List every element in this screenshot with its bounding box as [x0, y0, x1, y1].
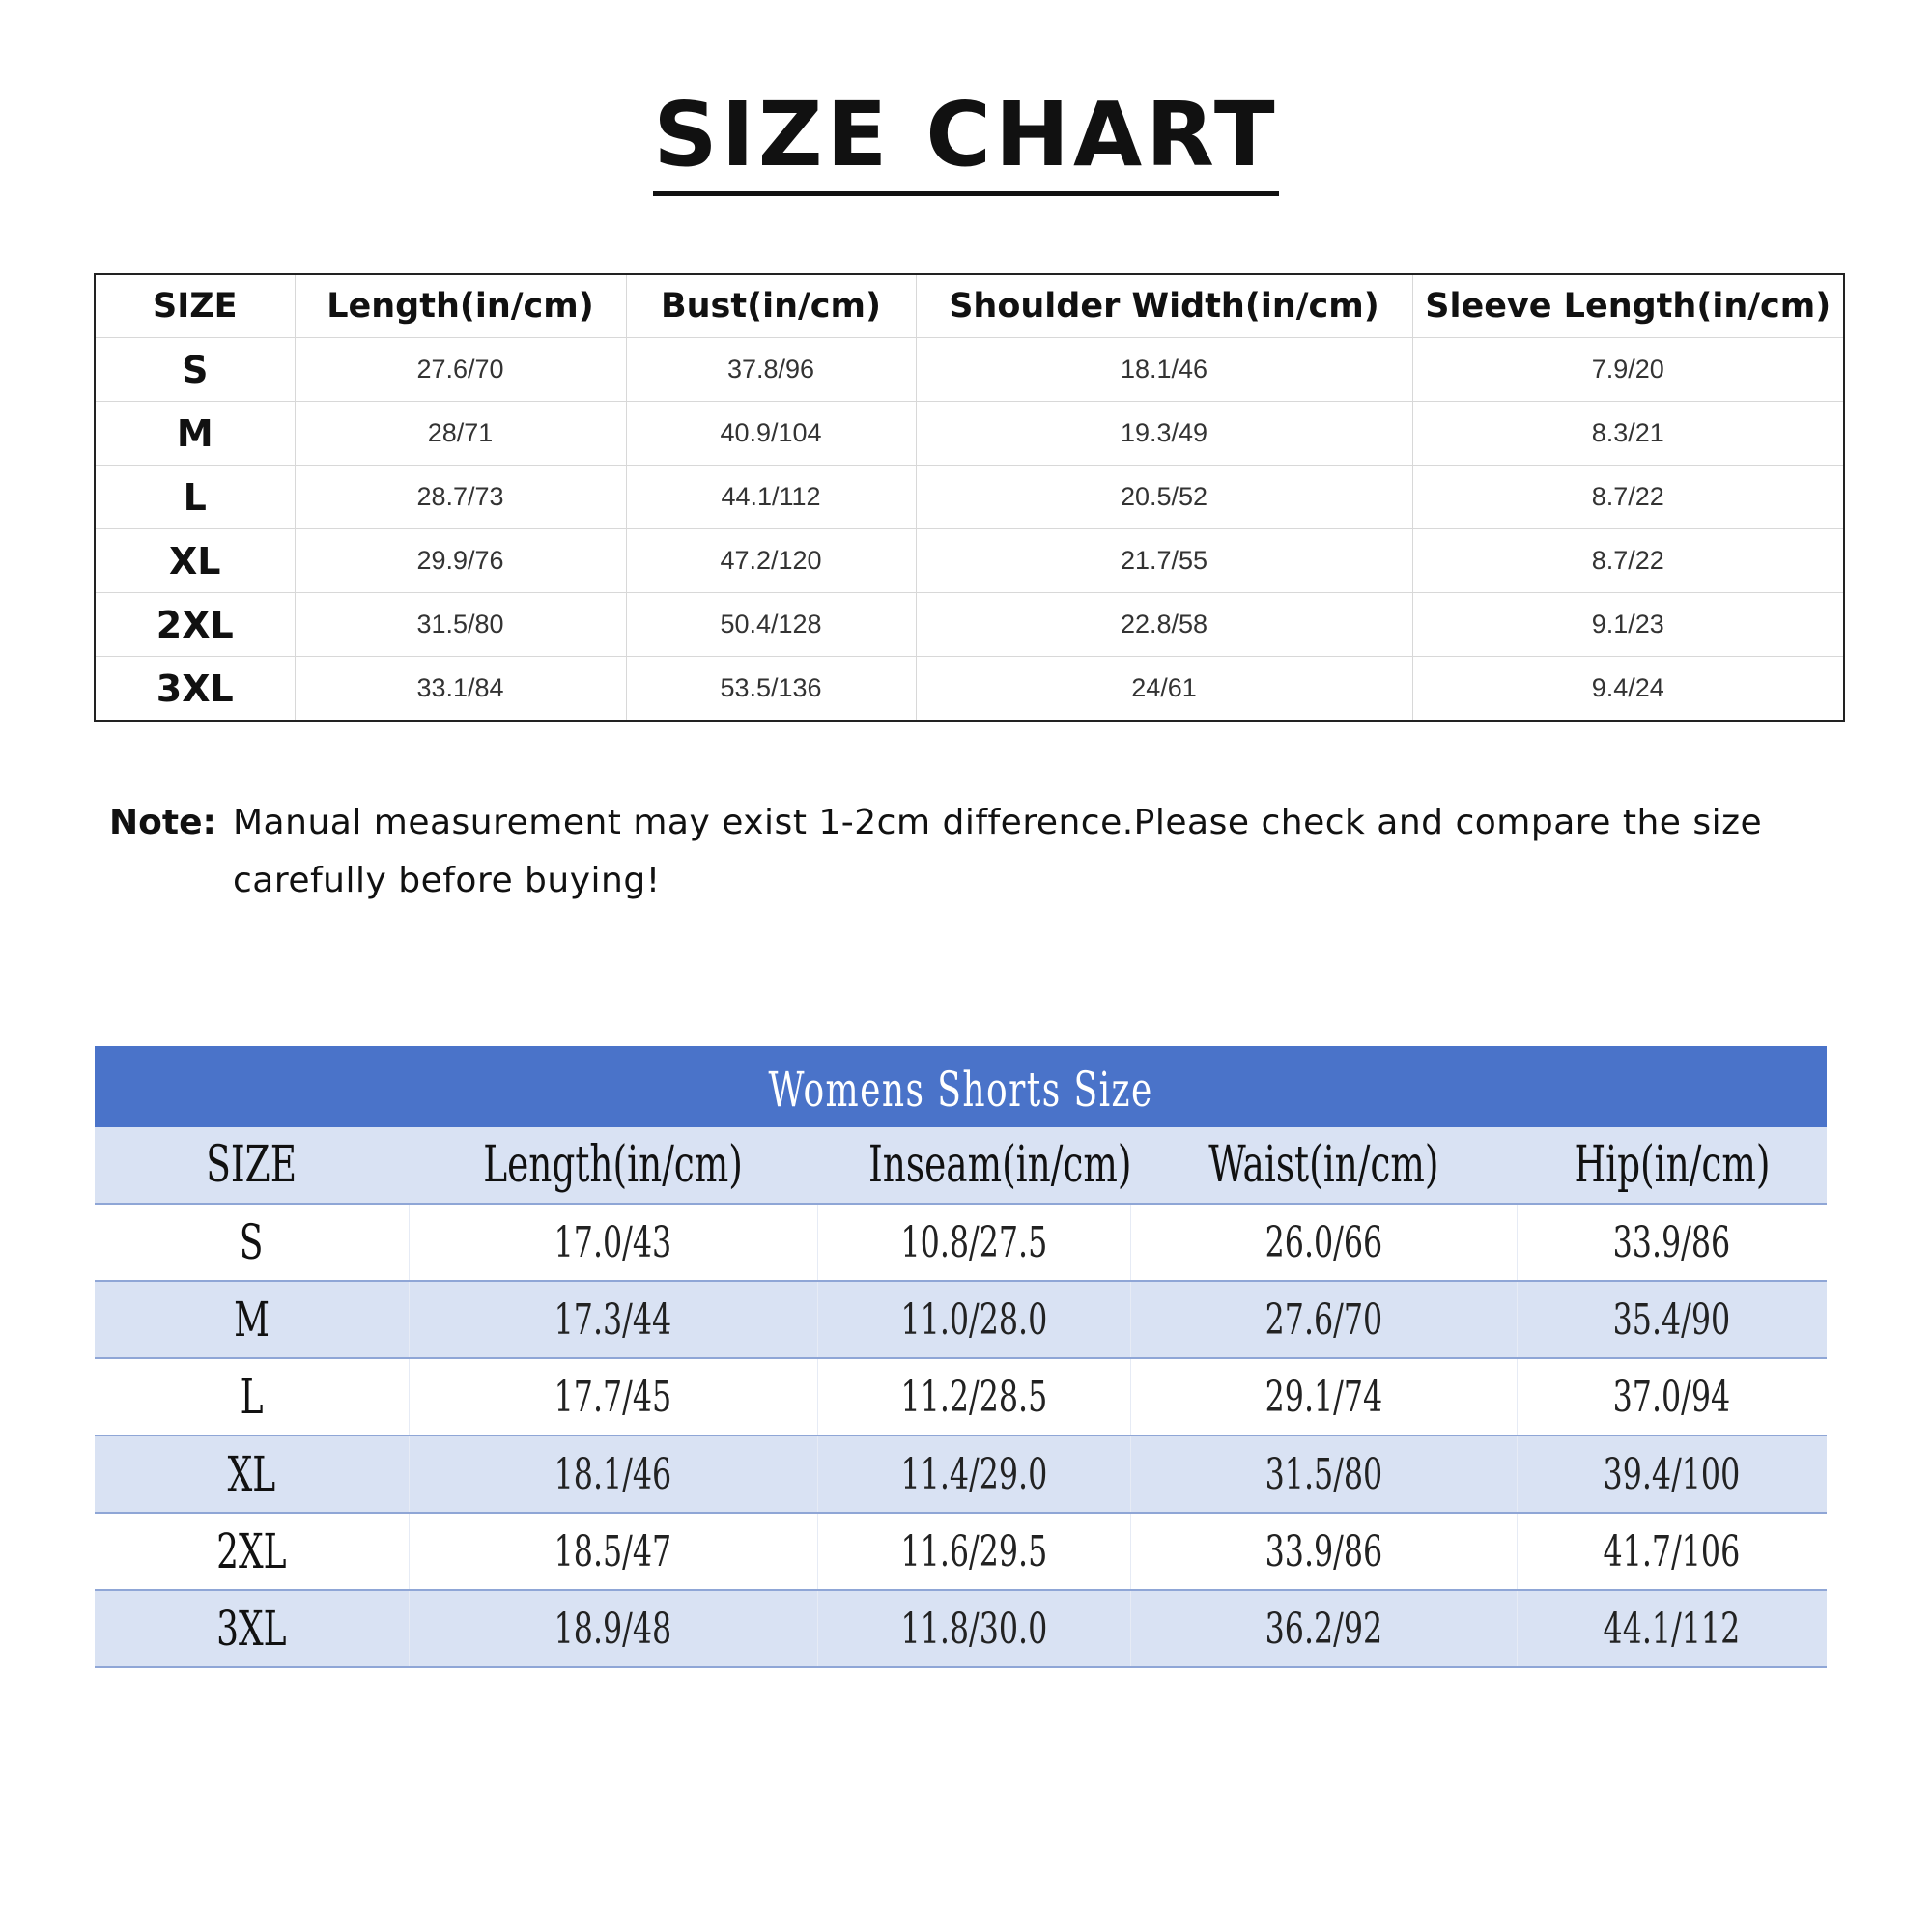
table-row	[95, 1281, 1827, 1358]
waist-cell: 31.5/80	[1130, 1435, 1517, 1513]
size-cell: L	[95, 1358, 409, 1435]
note-text: Manual measurement may exist 1-2cm difference.Please check and compare the size carefully before buying!	[233, 803, 1763, 900]
length-cell: 17.3/44	[409, 1281, 817, 1358]
bust-cell: 50.4/128	[626, 593, 916, 657]
shoulder-cell: 18.1/46	[916, 338, 1412, 402]
size-cell: 3XL	[95, 657, 295, 722]
sleeve-cell: 8.7/22	[1412, 529, 1844, 593]
length-cell: 28/71	[295, 402, 626, 466]
size-cell: S	[95, 1204, 409, 1281]
sleeve-cell: 9.4/24	[1412, 657, 1844, 722]
shorts-header-size: SIZE	[95, 1127, 409, 1204]
waist-cell: 27.6/70	[1130, 1281, 1517, 1358]
shorts-table	[95, 1127, 1827, 1668]
table-row	[95, 593, 1844, 657]
hip-cell: 37.0/94	[1517, 1358, 1827, 1435]
hip-cell: 39.4/100	[1517, 1435, 1827, 1513]
top-header-bust: Bust(in/cm)	[626, 274, 916, 338]
top-header-length: Length(in/cm)	[295, 274, 626, 338]
inseam-cell: 11.0/28.0	[817, 1281, 1130, 1358]
shorts-size-table	[95, 1046, 1827, 1668]
hip-cell: 33.9/86	[1517, 1204, 1827, 1281]
size-cell: 2XL	[95, 1513, 409, 1590]
length-cell: 17.7/45	[409, 1358, 817, 1435]
shorts-header-row	[95, 1127, 1827, 1204]
length-cell: 18.9/48	[409, 1590, 817, 1667]
table-row	[95, 466, 1844, 529]
top-header-size: SIZE	[95, 274, 295, 338]
waist-cell: 33.9/86	[1130, 1513, 1517, 1590]
inseam-cell: 11.6/29.5	[817, 1513, 1130, 1590]
length-cell: 31.5/80	[295, 593, 626, 657]
bust-cell: 44.1/112	[626, 466, 916, 529]
length-cell: 18.5/47	[409, 1513, 817, 1590]
length-cell: 29.9/76	[295, 529, 626, 593]
shoulder-cell: 22.8/58	[916, 593, 1412, 657]
table-row	[95, 1358, 1827, 1435]
table-row	[95, 1590, 1827, 1667]
size-cell: 2XL	[95, 593, 295, 657]
shorts-table-title	[95, 1046, 1827, 1127]
inseam-cell: 11.2/28.5	[817, 1358, 1130, 1435]
waist-cell: 26.0/66	[1130, 1204, 1517, 1281]
top-size-table	[94, 273, 1845, 722]
hip-cell: 41.7/106	[1517, 1513, 1827, 1590]
shoulder-cell: 20.5/52	[916, 466, 1412, 529]
shoulder-cell: 19.3/49	[916, 402, 1412, 466]
inseam-cell: 11.4/29.0	[817, 1435, 1130, 1513]
sleeve-cell: 9.1/23	[1412, 593, 1844, 657]
title-wrap	[0, 83, 1932, 196]
length-cell: 27.6/70	[295, 338, 626, 402]
table-row	[95, 529, 1844, 593]
size-cell: XL	[95, 529, 295, 593]
table-row	[95, 1513, 1827, 1590]
table-row	[95, 1435, 1827, 1513]
size-cell: S	[95, 338, 295, 402]
size-cell: XL	[95, 1435, 409, 1513]
length-cell: 28.7/73	[295, 466, 626, 529]
sleeve-cell: 8.7/22	[1412, 466, 1844, 529]
size-cell: M	[95, 402, 295, 466]
note	[109, 794, 1838, 910]
length-cell: 17.0/43	[409, 1204, 817, 1281]
top-table-header-row	[95, 274, 1844, 338]
bust-cell: 37.8/96	[626, 338, 916, 402]
bust-cell: 53.5/136	[626, 657, 916, 722]
shorts-header-length: Length(in/cm)	[409, 1127, 817, 1204]
size-cell: M	[95, 1281, 409, 1358]
waist-cell: 36.2/92	[1130, 1590, 1517, 1667]
shorts-table-title-text: Womens Shorts Size	[768, 1062, 1153, 1118]
shorts-header-inseam: Inseam(in/cm)	[817, 1127, 1130, 1204]
top-header-sleeve: Sleeve Length(in/cm)	[1412, 274, 1844, 338]
length-cell: 18.1/46	[409, 1435, 817, 1513]
page-title: SIZE CHART	[653, 87, 1278, 196]
waist-cell: 29.1/74	[1130, 1358, 1517, 1435]
shoulder-cell: 21.7/55	[916, 529, 1412, 593]
shoulder-cell: 24/61	[916, 657, 1412, 722]
hip-cell: 44.1/112	[1517, 1590, 1827, 1667]
size-cell: L	[95, 466, 295, 529]
note-label: Note:	[109, 803, 216, 842]
bust-cell: 47.2/120	[626, 529, 916, 593]
table-row	[95, 1204, 1827, 1281]
shorts-header-hip: Hip(in/cm)	[1517, 1127, 1827, 1204]
table-row	[95, 402, 1844, 466]
length-cell: 33.1/84	[295, 657, 626, 722]
inseam-cell: 10.8/27.5	[817, 1204, 1130, 1281]
size-cell: 3XL	[95, 1590, 409, 1667]
sleeve-cell: 8.3/21	[1412, 402, 1844, 466]
bust-cell: 40.9/104	[626, 402, 916, 466]
sleeve-cell: 7.9/20	[1412, 338, 1844, 402]
table-row	[95, 338, 1844, 402]
table-row	[95, 657, 1844, 722]
hip-cell: 35.4/90	[1517, 1281, 1827, 1358]
shorts-header-waist: Waist(in/cm)	[1130, 1127, 1517, 1204]
inseam-cell: 11.8/30.0	[817, 1590, 1130, 1667]
top-header-shoulder: Shoulder Width(in/cm)	[916, 274, 1412, 338]
